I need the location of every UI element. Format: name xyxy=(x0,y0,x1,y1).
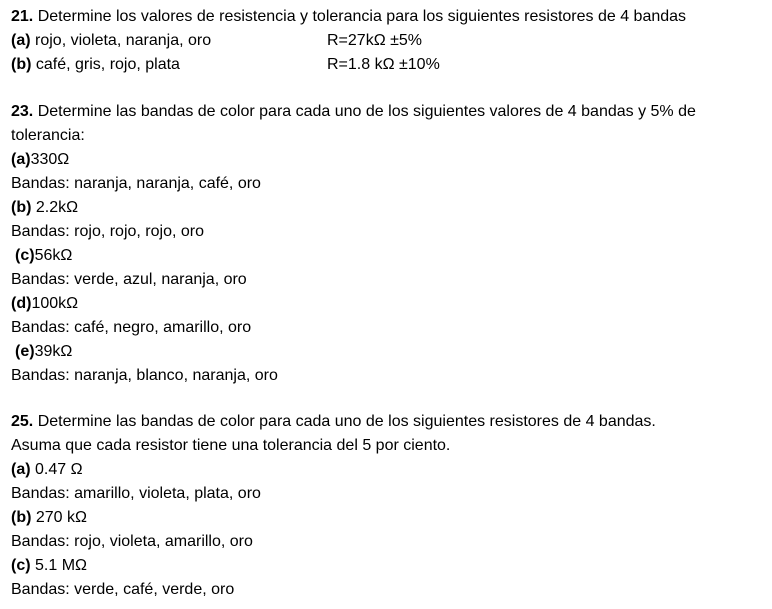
q25-b-bands: Bandas: rojo, violeta, amarillo, oro xyxy=(11,533,253,550)
q25-item-c xyxy=(11,556,87,576)
q23-e-bands: Bandas: naranja, blanco, naranja, oro xyxy=(11,367,278,384)
q23-a-bands: Bandas: naranja, naranja, café, oro xyxy=(11,175,261,192)
q21-item-b xyxy=(11,55,751,75)
q23-d-bands: Bandas: café, negro, amarillo, oro xyxy=(11,319,252,336)
q23-c-value: 56kΩ xyxy=(34,247,73,264)
q21-number: 21. xyxy=(11,8,34,25)
q21-a-value: R=27kΩ ±5% xyxy=(327,32,423,49)
q23-item-e xyxy=(15,342,72,362)
q23-item-b xyxy=(11,198,78,218)
q21-item-a xyxy=(11,31,751,51)
q23-c-label: (c) xyxy=(15,247,35,264)
q21-a-text: rojo, violeta, naranja, oro xyxy=(30,32,212,49)
q25-text-line2: Asuma que cada resistor tiene una tolerancia del 5 por ciento. xyxy=(11,437,451,454)
q23-e-value: 39kΩ xyxy=(34,343,73,360)
q25-c-label: (c) xyxy=(11,557,31,574)
q25-a-label: (a) xyxy=(11,461,31,478)
q23-b-bands: Bandas: rojo, rojo, rojo, oro xyxy=(11,223,204,240)
q23-d-label: (d) xyxy=(11,295,32,312)
q21-b-value: R=1.8 kΩ ±10% xyxy=(327,56,440,73)
q23-number: 23. xyxy=(11,103,34,120)
q25-item-a xyxy=(11,460,83,480)
q25-heading xyxy=(11,412,656,432)
q25-number: 25. xyxy=(11,413,34,430)
q23-heading xyxy=(11,102,696,122)
q23-a-value: 330Ω xyxy=(30,151,70,168)
q25-b-value: 270 kΩ xyxy=(31,509,87,526)
q23-a-label: (a) xyxy=(11,151,31,168)
q21-a-label: (a) xyxy=(11,32,31,49)
q21-b-text: café, gris, rojo, plata xyxy=(31,56,180,73)
q23-item-d xyxy=(11,294,78,314)
q25-text-line1: Determine las bandas de color para cada uno de los siguientes resistores de 4 bandas. xyxy=(33,413,656,430)
q25-a-value: 0.47 Ω xyxy=(30,461,83,478)
q25-item-b xyxy=(11,508,87,528)
q21-b-label: (b) xyxy=(11,56,32,73)
q25-c-value: 5.1 MΩ xyxy=(30,557,87,574)
q25-b-label: (b) xyxy=(11,509,32,526)
q21-text: Determine los valores de resistencia y tolerancia para los siguientes resistores de 4 bandas xyxy=(33,8,687,25)
q23-b-value: 2.2kΩ xyxy=(31,199,79,216)
q23-d-value: 100kΩ xyxy=(31,295,79,312)
q23-c-bands: Bandas: verde, azul, naranja, oro xyxy=(11,271,247,288)
q23-item-c xyxy=(15,246,72,266)
q23-item-a xyxy=(11,150,69,170)
q25-a-bands: Bandas: amarillo, violeta, plata, oro xyxy=(11,485,261,502)
q23-b-label: (b) xyxy=(11,199,32,216)
q21-heading xyxy=(11,7,686,27)
q23-e-label: (e) xyxy=(15,343,35,360)
q23-text-line1: Determine las bandas de color para cada uno de los siguientes valores de 4 bandas y 5% de xyxy=(33,103,696,120)
q25-c-bands: Bandas: verde, café, verde, oro xyxy=(11,581,235,598)
q23-text-line2: tolerancia: xyxy=(11,127,85,144)
